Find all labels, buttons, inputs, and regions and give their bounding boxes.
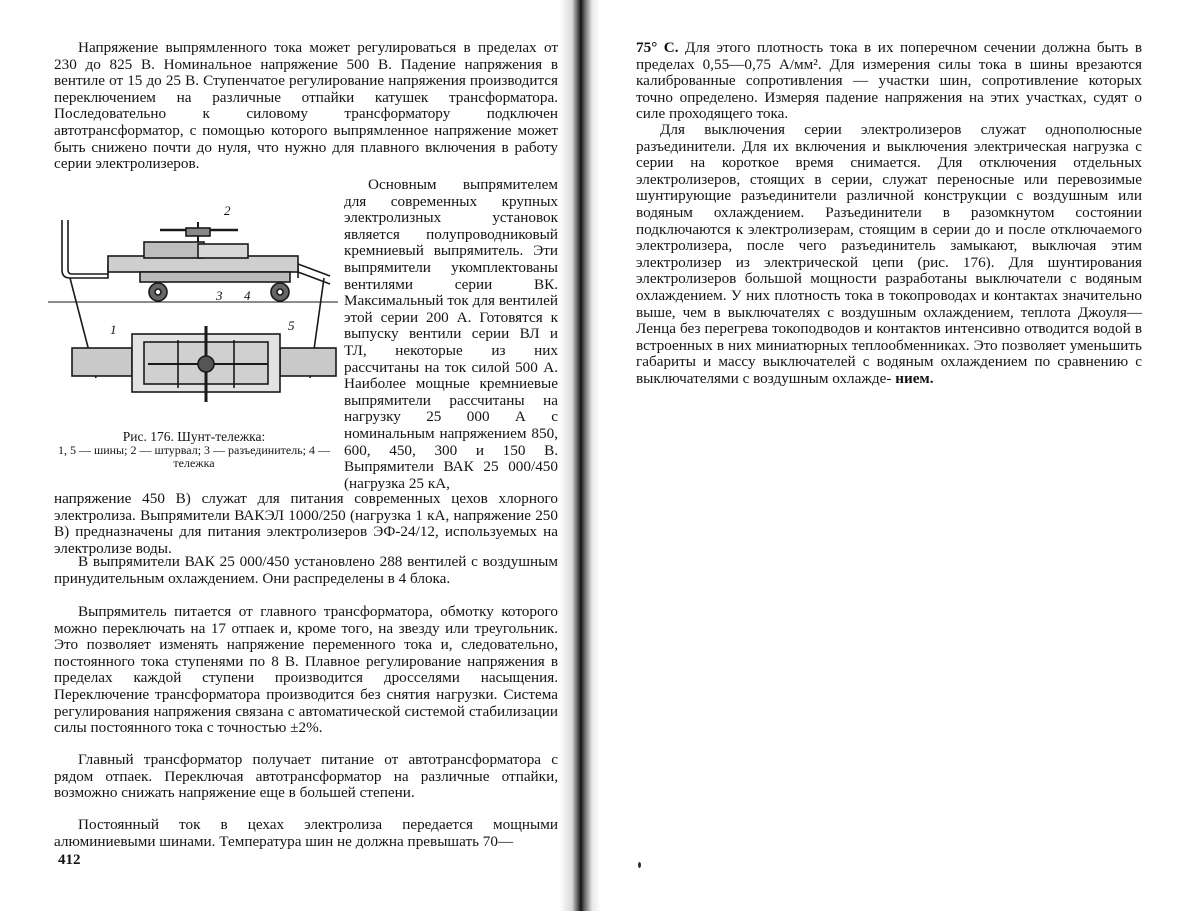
figure-caption-legend: 1, 5 — шины; 2 — штурвал; 3 — разъединитель; 4 — тележка	[57, 443, 331, 470]
label-2: 2	[224, 203, 231, 218]
paragraph-autotransformer: Главный трансформатор получает питание от автотрансформатора с рядом отпаек. Переключая автотрансформатор на различные отпайки, возможно снижать напряжение еще в большей степени.	[54, 751, 558, 802]
label-4: 4	[244, 288, 251, 303]
scan-speck	[638, 862, 641, 868]
paragraph-valves: В выпрямители ВАК 25 000/450 установлено 288 вентилей с воздушным принудительным охлаждением. Они распределены в 4 блока.	[54, 553, 558, 587]
label-3: 3	[216, 288, 223, 303]
book-gutter	[560, 0, 600, 911]
paragraph-main-transformer: Выпрямитель питается от главного трансформатора, обмотку которого можно переключать на 17 отпаек и, кроме того, на звезду или треугольник. Это позволяет изменять напряжение переменного тока и, следовательно, постоянного тока ступенями по 8 В. Плавное регулирование напряжения в пределах каждой ступени производится дросселями насыщения. Переключение трансформатора производится без снятия нагрузки. Система регулирования напряжения связана с автоматической системой стабилизации силы постоянного тока с точностью ±2%.	[54, 603, 558, 737]
current-density-text: Для этого плотность тока в их поперечном сечении должна быть в пределах 0,55—0,75 А/мм². Для измерения силы тока в шины врезаются калиброванные сопротивления — участки шин, сопротивление которых точно определено. Измеряя падение напряжения на этих участках, судят о силе проходящего тока.	[636, 39, 1142, 123]
paragraph-voltage-regulation: Напряжение выпрямленного тока может регулироваться в пределах от 230 до 825 В. Номинальное напряжение 500 В. Падение напряжения в вентиле от 15 до 25 В. Ступенчатое регулирование напряжения производится переключением на различные отпайки катушек трансформатора. Последовательно к силовому трансформатору подключен автотрансформатор, с помощью которого выпрямленное напряжение может быть снижено почти до нуля, что нужно для плавного включения в работу серии электролизеров.	[54, 39, 558, 173]
disconnectors-text-end: нием.	[895, 369, 934, 387]
left-page	[0, 0, 580, 911]
figure-caption	[48, 430, 340, 470]
right-page	[600, 0, 1200, 911]
paragraph-rectifiers-continued: напряжение 450 В) служат для питания современных цехов хлорного электролиза. Выпрямители ВАКЭЛ 1000/250 (нагрузка 1 кА, напряжение 250 В) предназначены для питания электролизеров ЭФ-24/12, используемых на электролизе воды.	[54, 490, 558, 557]
figure-caption-title: Рис. 176. Шунт-тележка:	[122, 429, 266, 444]
temperature-value: 75° С.	[636, 39, 679, 56]
page-number: 412	[58, 852, 81, 868]
label-1: 1	[110, 322, 117, 337]
paragraph-current-density	[636, 40, 1142, 123]
label-5: 5	[288, 318, 295, 333]
paragraph-rectifiers: Основным выпрямителем для современных крупных электролизных установок является полупроводниковый кремниевый выпрямитель. Эти выпрямители укомплектованы вентилями серии ВК. Максимальный ток для вентилей этой серии 200 А. Готовятся к выпуску вентили серии ВЛ и ТЛ, некоторые из них рассчитаны на ток силой 500 А. Наиболее мощные кремниевые выпрямители рассчитаны на нагрузку 25 000 А с номинальным напряжением 850, 600, 450, 300 и 150 В. Выпрямители ВАК 25 000/450 (нагрузка 25 кА,	[344, 176, 558, 492]
shunt-trolley-drawing	[48, 198, 340, 433]
disconnectors-text: Для выключения серии электролизеров служат однополюсные разъединители. Для их включения и выключения электрическая нагрузка с серии на короткое время снимается. Для отключения отдельных электролизеров, стоящих в серии, служат переносные или перевозимые шунтирующие разъединители различной конструкции с воздушным или водяным охлаждением. Разъединители в разомкнутом состоянии подключаются к электролизерам, стоящим в серии до и после отключаемого электролизера, после чего разъединитель замыкают, выключая этим электролизер из электрической цепи (рис. 176). Для шунтирования электролизеров большой мощности разработаны выключатели с водяным охлаждением. У них плотность тока в токопроводах и контактах значительно выше, чем в выключателях с воздушным охлаждением, теплота Джоуля—Ленца без перегрева токоподводов и контактов интенсивно отводится водой в встроенных в них миниатюрных теплообменниках. Это позволяет уменьшить габариты и массу выключателей с водяным охлаждением по сравнению с выключателями с воздушным охлажде-	[636, 121, 1142, 387]
paragraph-busbars: Постоянный ток в цехах электролиза передается мощными алюминиевыми шинами. Температура шин не должна превышать 70—	[54, 816, 558, 850]
paragraph-disconnectors	[636, 122, 1142, 388]
figure-shunt-trolley	[48, 198, 340, 468]
